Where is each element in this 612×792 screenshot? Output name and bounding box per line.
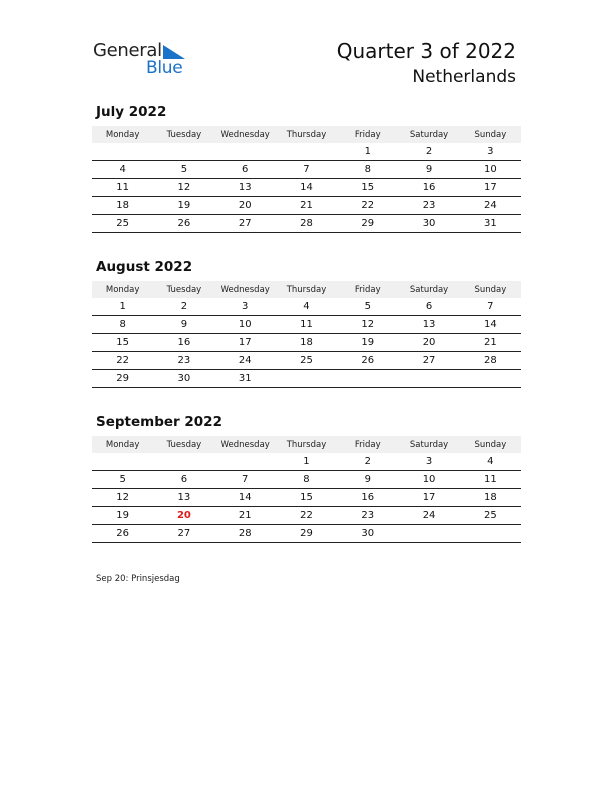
day-cell: 7 [487, 301, 494, 312]
day-cell: 28 [238, 528, 252, 539]
week-row [92, 352, 521, 370]
weekday-label: Friday [354, 439, 381, 450]
week-row [92, 471, 521, 489]
weekday-label: Sunday [474, 129, 507, 140]
day-cell: 3 [487, 146, 494, 157]
day-cell: 20 [422, 337, 436, 348]
day-cell: 26 [177, 218, 191, 229]
day-cell: 2 [180, 301, 188, 312]
weekday-header [92, 281, 521, 298]
week-rows [92, 298, 521, 388]
day-cell: 26 [116, 528, 129, 539]
day-cell: 22 [361, 200, 375, 211]
day-cell: 14 [300, 182, 313, 193]
day-cell: 2 [364, 456, 371, 467]
day-cell: 19 [177, 200, 191, 211]
day-cell: 10 [238, 319, 252, 330]
week-row [92, 161, 521, 179]
day-cell: 8 [364, 164, 371, 175]
day-cell: 5 [180, 164, 188, 175]
week-row [92, 143, 521, 161]
day-cell: 13 [238, 182, 252, 193]
day-cell: 29 [361, 218, 375, 229]
logo-word-general: General [93, 40, 162, 61]
day-cell: 25 [483, 510, 497, 521]
day-cell: 27 [422, 355, 436, 366]
day-cell: 20 [238, 200, 252, 211]
month-title: September 2022 [96, 414, 222, 430]
week-rows [92, 143, 521, 233]
page-title: Quarter 3 of 2022 [336, 39, 516, 63]
day-cell: 15 [300, 492, 313, 503]
day-cell: 15 [361, 182, 375, 193]
weekday-label: Friday [354, 284, 381, 295]
week-row [92, 525, 521, 543]
day-cell: 12 [116, 492, 129, 503]
month-september [92, 414, 521, 543]
month-title: August 2022 [96, 259, 193, 275]
weekday-label: Monday [105, 284, 140, 295]
week-rows [92, 453, 521, 543]
day-cell: 11 [300, 319, 313, 330]
week-row [92, 316, 521, 334]
day-cell: 18 [116, 200, 129, 211]
day-cell: 30 [361, 528, 375, 539]
day-cell: 5 [119, 474, 126, 485]
week-row [92, 298, 521, 316]
day-cell: 9 [180, 319, 188, 330]
day-cell: 1 [364, 146, 371, 157]
day-cell: 23 [422, 200, 436, 211]
week-row [92, 215, 521, 233]
day-cell: 30 [177, 373, 191, 384]
day-cell: 24 [422, 510, 436, 521]
day-cell: 16 [361, 492, 375, 503]
day-cell: 1 [119, 301, 126, 312]
day-cell: 16 [177, 337, 191, 348]
holiday-day-cell: 20 [176, 510, 191, 521]
day-cell: 31 [238, 373, 252, 384]
day-cell: 8 [303, 474, 310, 485]
day-cell: 14 [483, 319, 497, 330]
weekday-label: Saturday [409, 439, 449, 450]
week-row [92, 179, 521, 197]
month-title: July 2022 [96, 104, 167, 120]
weekday-label: Thursday [286, 439, 327, 450]
day-cell: 19 [116, 510, 129, 521]
weekday-label: Saturday [409, 129, 449, 140]
day-cell: 4 [487, 456, 494, 467]
month-august [92, 259, 521, 388]
day-cell: 11 [483, 474, 497, 485]
day-cell: 12 [177, 182, 191, 193]
day-cell: 17 [238, 337, 252, 348]
day-cell: 6 [425, 301, 433, 312]
generalblue-logo [93, 40, 193, 80]
weekday-label: Thursday [286, 129, 327, 140]
weekday-label: Tuesday [166, 129, 202, 140]
day-cell: 1 [303, 456, 310, 467]
weekday-label: Wednesday [220, 129, 270, 140]
week-row [92, 489, 521, 507]
day-cell: 26 [361, 355, 375, 366]
day-cell: 25 [116, 218, 129, 229]
day-cell: 11 [116, 182, 129, 193]
day-cell: 2 [425, 146, 433, 157]
day-cell: 6 [242, 164, 249, 175]
day-cell: 4 [119, 164, 126, 175]
day-cell: 15 [116, 337, 129, 348]
day-cell: 31 [483, 218, 497, 229]
weekday-label: Tuesday [166, 284, 202, 295]
day-cell: 9 [364, 474, 371, 485]
day-cell: 5 [364, 301, 371, 312]
logo-word-blue: Blue [146, 58, 183, 78]
week-row [92, 507, 521, 525]
day-cell: 28 [300, 218, 313, 229]
day-cell: 13 [422, 319, 436, 330]
week-row [92, 453, 521, 471]
day-cell: 17 [422, 492, 436, 503]
day-cell: 22 [116, 355, 129, 366]
day-cell: 13 [177, 492, 191, 503]
day-cell: 10 [422, 474, 436, 485]
day-cell: 17 [483, 182, 497, 193]
day-cell: 21 [483, 337, 497, 348]
week-row [92, 334, 521, 352]
logo-triangle-icon [163, 45, 185, 59]
day-cell: 29 [300, 528, 313, 539]
country-subtitle: Netherlands [412, 67, 516, 87]
weekday-header [92, 436, 521, 453]
day-cell: 12 [361, 319, 375, 330]
day-cell: 28 [483, 355, 497, 366]
week-row [92, 197, 521, 215]
day-cell: 9 [425, 164, 433, 175]
month-july [92, 104, 521, 233]
weekday-label: Sunday [474, 439, 507, 450]
weekday-label: Monday [105, 129, 140, 140]
day-cell: 14 [238, 492, 252, 503]
day-cell: 25 [300, 355, 313, 366]
weekday-label: Friday [354, 129, 381, 140]
day-cell: 24 [483, 200, 497, 211]
day-cell: 7 [303, 164, 310, 175]
weekday-label: Monday [105, 439, 140, 450]
weekday-label: Saturday [409, 284, 449, 295]
day-cell: 6 [180, 474, 188, 485]
day-cell: 30 [422, 218, 436, 229]
day-cell: 22 [300, 510, 313, 521]
week-row [92, 370, 521, 388]
day-cell: 18 [483, 492, 497, 503]
weekday-label: Thursday [286, 284, 327, 295]
day-cell: 21 [238, 510, 252, 521]
day-cell: 27 [238, 218, 252, 229]
day-cell: 4 [303, 301, 310, 312]
day-cell: 18 [300, 337, 313, 348]
weekday-label: Sunday [474, 284, 507, 295]
day-cell: 23 [177, 355, 191, 366]
day-cell: 10 [483, 164, 497, 175]
weekday-label: Wednesday [220, 284, 270, 295]
day-cell: 7 [242, 474, 249, 485]
day-cell: 24 [238, 355, 252, 366]
day-cell: 8 [119, 319, 126, 330]
day-cell: 19 [361, 337, 375, 348]
holiday-note: Sep 20: Prinsjesdag [96, 574, 180, 584]
day-cell: 27 [177, 528, 191, 539]
day-cell: 3 [425, 456, 433, 467]
day-cell: 16 [422, 182, 436, 193]
day-cell: 21 [300, 200, 313, 211]
weekday-header [92, 126, 521, 143]
day-cell: 3 [242, 301, 249, 312]
weekday-label: Tuesday [166, 439, 202, 450]
day-cell: 23 [361, 510, 375, 521]
weekday-label: Wednesday [220, 439, 270, 450]
day-cell: 29 [116, 373, 129, 384]
